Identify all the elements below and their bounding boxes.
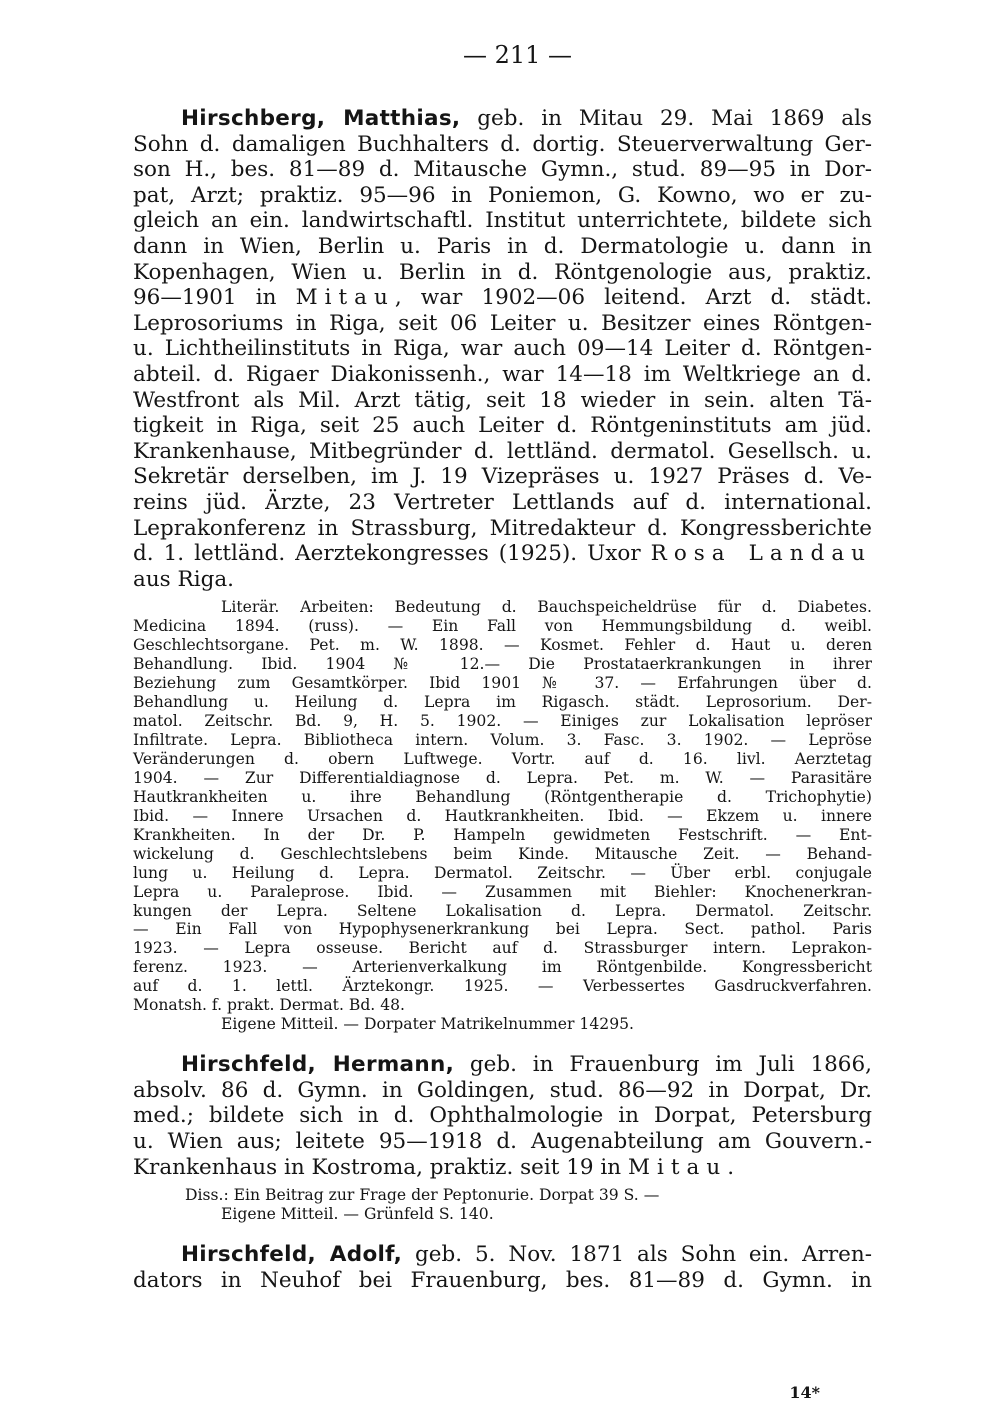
entry-text: . [727,1154,735,1180]
source-line: Eigene Mitteil. — Grünfeld S. 140. [221,1205,494,1224]
works-line: lung u. Heilung d. Lepra. Dermatol. Zeitschr. — Über erbl. conjugale [133,863,872,882]
works-line: Beziehung zum Gesamtkörper. Ibid 1901 № 37. — Erfahrungen über d. [133,674,872,693]
works-line: Monatsh. f. prakt. Dermat. Bd. 48. [133,996,406,1015]
entry-first-line [133,1242,872,1268]
place-name: Mitau [295,285,395,311]
entry-line: dann in Wien, Berlin u. Paris in d. Dermatologie u. dann in [133,233,872,259]
entry-name: Hirschfeld, Hermann, [181,1052,455,1078]
entry-line [133,541,872,567]
entry-line: aus Riga. [133,566,235,592]
works-line: Lepra u. Paraleprose. Ibid. — Zusammen mit Biehler: Knochenerkran- [133,882,872,901]
works-line: Infiltrate. Lepra. Bibliotheca intern. Volum. 3. Fasc. 3. 1902. — Lepröse [133,730,872,749]
diss-line: Diss.: Ein Beitrag zur Frage der Peptonurie. Dorpat 39 S. — [185,1186,660,1205]
entry-first-line [133,1052,872,1078]
entry-line: Leprosoriums in Riga, seit 06 Leiter u. Besitzer eines Röntgen- [133,310,872,336]
works-line: Medicina 1894. (russ). — Ein Fall von Hemmungsbildung d. weibl. [133,617,872,636]
works-line: 1923. — Lepra osseuse. Bericht auf d. Strassburger intern. Leprakon- [133,939,872,958]
entry-line: tigkeit in Riga, seit 25 auch Leiter d. Röntgeninstituts am jüd. [133,413,872,439]
entry-name: Hirschberg, Matthias, [181,106,461,131]
entry-text: geb. in Mitau 29. Mai 1869 als [460,106,873,131]
works-line: 1904. — Zur Differentialdiagnose d. Lepra. Pet. m. W. — Parasitäre [133,768,872,787]
place-name: Mitau [628,1154,728,1180]
entry-text: geb. 5. Nov. 1871 als Sohn ein. Arren- [402,1242,873,1268]
works-line: Krankheiten. In der Dr. P. Hampeln gewidmeten Festschrift. — Ent- [133,825,872,844]
entry-line: abteil. d. Rigaer Diakonissenh., war 14—18 im Weltkriege an d. [133,361,872,387]
works-line: Veränderungen d. obern Luftwege. Vortr. auf d. 16. livl. Aerztetag [133,749,872,768]
entry-line: gleich an ein. landwirtschaftl. Institut unterrichtete, bildete sich [133,208,872,234]
entry-line: Westfront als Mil. Arzt tätig, seit 18 wieder in sein. alten Tä- [133,387,872,413]
source-line: Eigene Mitteil. — Dorpater Matrikelnummer 14295. [221,1015,634,1034]
works-line: matol. Zeitschr. Bd. 9, H. 5. 1902. — Einiges zur Lokalisation lepröser [133,712,872,730]
works-line: Literär. Arbeiten: Bedeutung d. Bauchspeicheldrüse für d. Diabetes. [221,598,872,617]
entry-line: u. Lichtheilinstituts in Riga, war auch 09—14 Leiter d. Röntgen- [133,336,872,362]
diss-block [133,1186,872,1224]
works-line: wickelung d. Geschlechtslebens beim Kinde. Mitausche Zeit. — Behand- [133,844,872,863]
works-line: — Ein Fall von Hypophysenerkrankung bei Lepra. Sect. pathol. Paris [133,920,872,939]
entry-text: Krankenhaus in Kostroma, praktiz. seit 19 in [133,1154,628,1180]
entry-line: Sekretär derselben, im J. 19 Vizepräses u. 1927 Präses d. Ve- [133,464,872,490]
entry-line: Sohn d. damaligen Buchhalters d. dortig. Steuerverwaltung Ger- [133,131,872,157]
entry-hirschfeld-hermann [133,1052,872,1180]
entry-line: dators in Neuhof bei Frauenburg, bes. 81—89 d. Gymn. in [133,1267,872,1293]
works-line: Behandlung u. Heilung d. Lepra im Rigasch. städt. Leprosorium. Der- [133,693,872,712]
entry-line: absolv. 86 d. Gymn. in Goldingen, stud. 86—92 in Dorpat, Dr. [133,1077,872,1103]
entry-line: son H., bes. 81—89 d. Mitausche Gymn., stud. 89—95 in Dor- [133,157,872,183]
page-number: — 211 — [462,41,573,69]
entry-line: reins jüd. Ärzte, 23 Vertreter Lettlands auf d. international. [133,489,872,515]
entry-name: Hirschfeld, Adolf, [181,1242,403,1268]
works-line: Geschlechtsorgane. Pet. m. W. 1898. — Kosmet. Fehler d. Haut u. deren [133,636,872,655]
entry-line: pat, Arzt; praktiz. 95—96 in Poniemon, G. Kowno, wo er zu- [133,182,872,208]
entry-hirschberg [133,106,872,592]
entry-line [133,1155,872,1181]
works-line: kungen der Lepra. Seltene Lokalisation d. Lepra. Dermatol. Zeitschr. [133,901,872,920]
entry-hirschfeld-adolf [133,1242,872,1293]
entry-first-line [133,106,872,132]
entry-gap [133,1224,872,1242]
works-line: Behandlung. Ibid. 1904 № 12.— Die Prostataerkrankungen in ihrer [133,655,872,674]
spouse-name: Rosa Landau [650,541,872,567]
works-line: Ibid. — Innere Ursachen d. Hautkrankheiten. Ibid. — Ekzem u. innere [133,806,872,825]
works-line: ferenz. 1923. — Arterienverkalkung im Röntgenbilde. Kongressbericht [133,958,872,977]
works-line: auf d. 1. lettl. Ärztekongr. 1925. — Verbessertes Gasdruckverfahren. [133,977,872,996]
works-line: Hautkrankheiten u. ihre Behandlung (Röntgentherapie d. Trichophytie) [133,787,872,806]
entry-text: 96—1901 in [133,285,296,311]
works-list [133,598,872,1034]
entry-text: , war 1902—06 leitend. Arzt d. städt. [394,285,873,311]
entry-line: med.; bildete sich in d. Ophthalmologie in Dorpat, Petersburg [133,1103,872,1129]
entry-line: Krankenhause, Mitbegründer d. lettländ. dermatol. Gesellsch. u. [133,438,872,464]
signature-mark: 14* [789,1383,820,1402]
entry-text: d. 1. lettländ. Aerztekongresses (1925). Uxor [133,541,651,567]
entry-line: u. Wien aus; leitete 95—1918 d. Augenabteilung am Gouvern.- [133,1128,872,1154]
entry-line: Kopenhagen, Wien u. Berlin in d. Röntgenologie aus, praktiz. [133,259,872,285]
entry-line [133,285,872,311]
entry-text: geb. in Frauenburg im Juli 1866, [454,1052,872,1078]
entry-gap [133,1034,872,1052]
entry-line: Leprakonferenz in Strassburg, Mitredakteur d. Kongressberichte [133,515,872,541]
